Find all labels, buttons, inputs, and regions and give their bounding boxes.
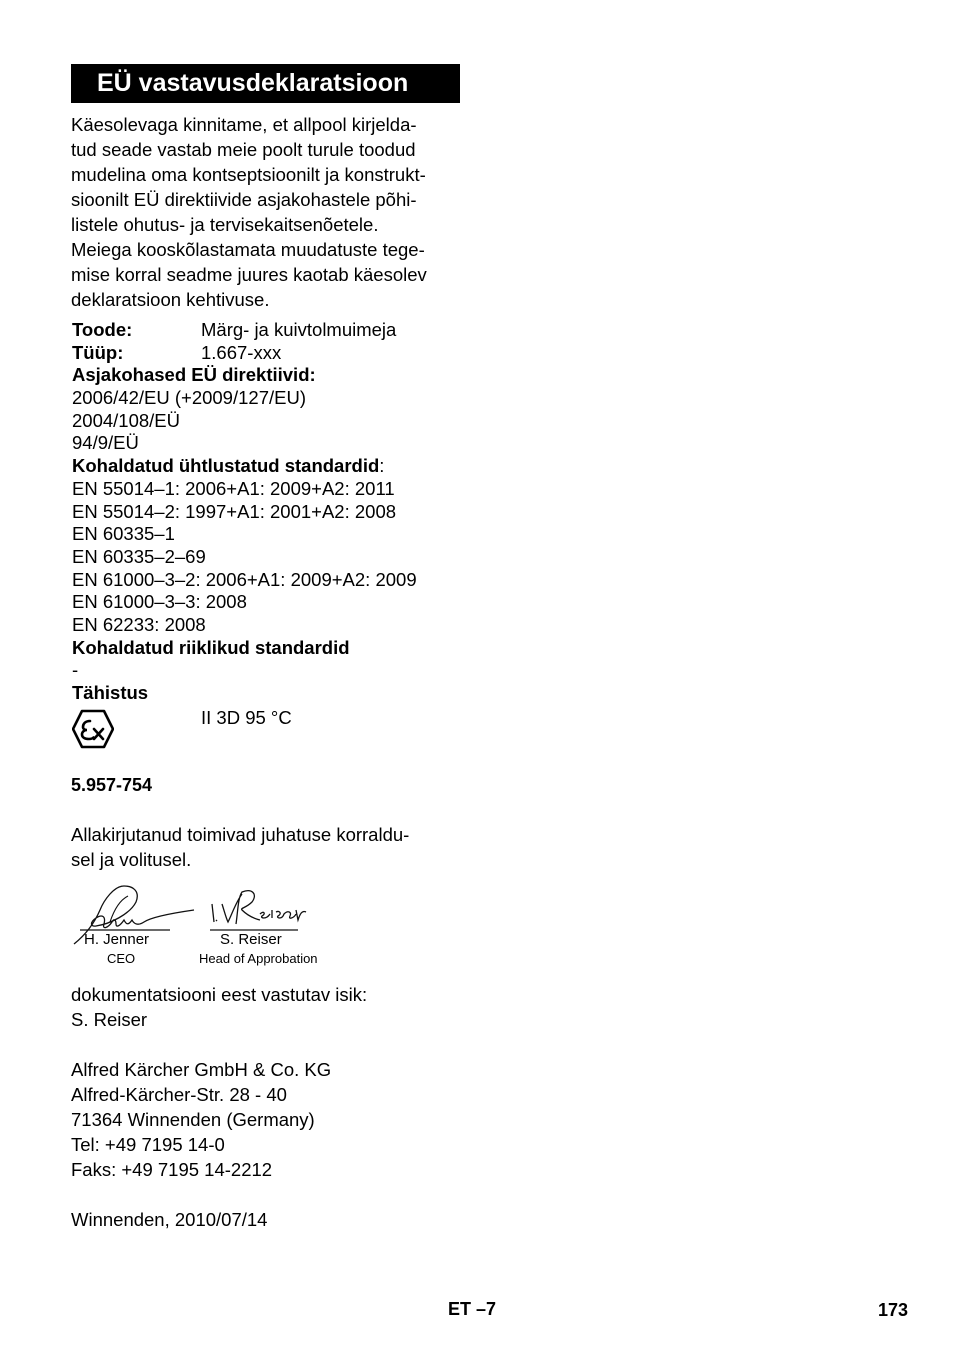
product-label: Toode: (72, 319, 133, 340)
footer-section (448, 1298, 496, 1320)
intro-line: tud seade vastab meie poolt turule toodud (71, 139, 416, 160)
place-date-text: Winnenden, 2010/07/14 (71, 1209, 268, 1230)
directives-heading: Asjakohased EÜ direktiivid: (72, 364, 316, 386)
harmonized-colon: : (379, 455, 385, 477)
address-line: Faks: +49 7195 14-2212 (71, 1159, 273, 1180)
ex-marking-icon (72, 708, 114, 750)
address-line: Alfred Kärcher GmbH & Co. KG (71, 1059, 332, 1080)
product-value: Märg- ja kuivtolmuimeja (201, 319, 397, 340)
marking-heading: Tähistus (72, 682, 149, 703)
address-line: Alfred-Kärcher-Str. 28 - 40 (71, 1084, 287, 1105)
standard-item: EN 61000–3–2: 2006+A1: 2009+A2: 2009 (72, 568, 417, 590)
standard-item: EN 60335–1 (72, 523, 175, 545)
standard-item: EN 55014–1: 2006+A1: 2009+A2: 2011 (72, 477, 395, 499)
directive-item: 94/9/EÜ (72, 432, 139, 454)
signer-name: S. Reiser (220, 931, 282, 948)
standard-item: EN 60335–2–69 (72, 545, 206, 567)
standard-item: EN 61000–3–3: 2008 (72, 591, 247, 613)
directive-item: 2004/108/EÜ (72, 409, 181, 431)
signed-line: sel ja volitusel. (71, 849, 192, 870)
product-row (72, 319, 492, 342)
responsible-name: S. Reiser (71, 1009, 148, 1030)
signer-name: H. Jenner (84, 931, 150, 948)
intro-line: sioonilt EÜ direktiivide asjakohastele põhi- (71, 189, 417, 210)
intro-line: listele ohutus- ja tervisekaitsenõetele. (71, 214, 379, 235)
footer-section-number: 7 (486, 1299, 497, 1319)
standard-item: EN 62233: 2008 (72, 613, 206, 635)
directive-item: 2006/42/EU (+2009/127/EU) (72, 387, 306, 409)
place-date (71, 1207, 267, 1232)
responsible-person (71, 982, 367, 1032)
signed-line: Allakirjutanud toimivad juhatuse korraldu- (71, 824, 410, 845)
harmonized-heading-row (72, 455, 492, 478)
signer-role: CEO (107, 951, 136, 966)
national-value: - (72, 659, 79, 681)
address-line: 71364 Winnenden (Germany) (71, 1109, 315, 1130)
page-number: 173 (878, 1300, 909, 1320)
marking-value: II 3D 95 °C (201, 707, 292, 728)
type-label: Tüüp: (72, 341, 124, 363)
type-row (72, 342, 492, 365)
signer-role: Head of Approbation (199, 951, 318, 966)
national-heading: Kohaldatud riiklikud standardid (72, 636, 350, 658)
intro-line: mise korral seadme juures kaotab käesolev (71, 264, 427, 285)
address-line: Tel: +49 7195 14-0 (71, 1134, 225, 1155)
declaration-details (72, 319, 492, 705)
page-title: EÜ vastavusdeklaratsioon (71, 64, 460, 103)
responsible-label: dokumentatsiooni eest vastutav isik: (71, 984, 368, 1005)
footer-dash: – (476, 1299, 487, 1319)
type-value: 1.667-xxx (201, 341, 282, 363)
intro-paragraph (71, 112, 471, 312)
intro-line: mudelina oma kontseptsioonilt ja konstrukt- (71, 164, 426, 185)
footer-lang: ET (448, 1299, 472, 1319)
signed-paragraph (71, 822, 471, 872)
part-number: 5.957-754 (71, 775, 153, 795)
company-address (71, 1057, 331, 1182)
intro-line: Käesolevaga kinnitame, et allpool kirjelda- (71, 114, 417, 135)
signatures-block (70, 880, 340, 970)
intro-line: deklaratsioon kehtivuse. (71, 289, 270, 310)
intro-line: Meiega kooskõlastamata muudatuste tege- (71, 239, 425, 260)
harmonized-heading: Kohaldatud ühtlustatud standardid (72, 455, 380, 477)
standard-item: EN 55014–2: 1997+A1: 2001+A2: 2008 (72, 500, 397, 522)
